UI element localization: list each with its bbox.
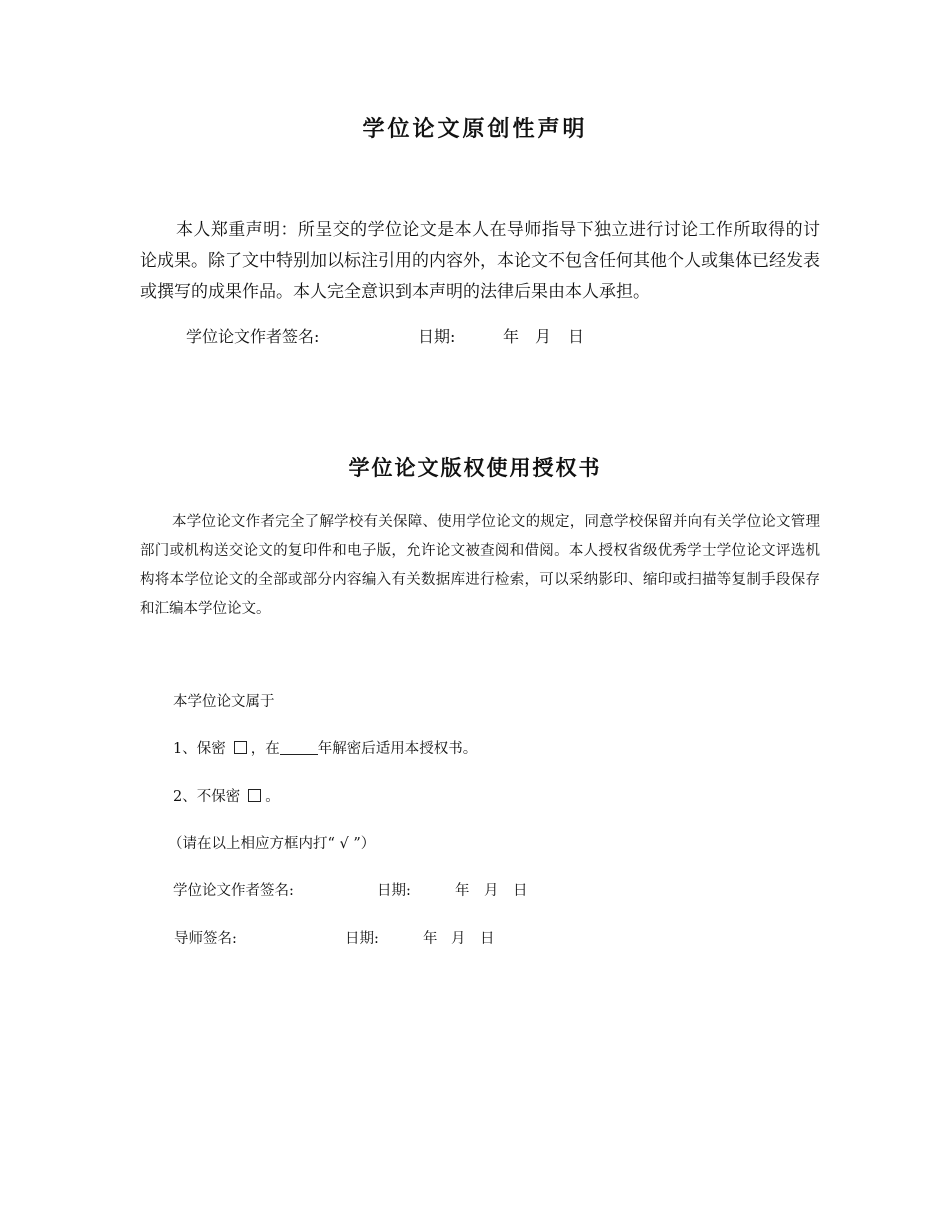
authorization-author-sign-label: 学位论文作者签名: xyxy=(173,883,294,899)
declassify-year-blank[interactable] xyxy=(280,740,318,755)
declaration-author-sign-label: 学位论文作者签名: xyxy=(186,327,320,346)
option-not-confidential xyxy=(173,785,280,806)
supervisor-year-label: 年 xyxy=(423,931,438,947)
thesis-belongs-label: 本学位论文属于 xyxy=(173,694,275,710)
not-confidential-checkbox[interactable] xyxy=(248,789,261,802)
checkbox-instruction-note: （请在以上相应方框内打“ √ ”） xyxy=(168,836,376,852)
option-confidential-suffix: 年解密后适用本授权书。 xyxy=(317,741,478,757)
authorization-author-year-label: 年 xyxy=(455,883,470,899)
authorization-author-date-label: 日期: xyxy=(377,883,411,899)
authorization-author-day-label: 日 xyxy=(513,883,528,899)
authorization-body: 本学位论文作者完全了解学校有关保障、使用学位论文的规定，同意学校保留并向有关学位论文管理部门或机构送交论文的复印件和电子版，允许论文被查阅和借阅。本人授权省级优秀学士学位论文评选机构将本学位论文的全部或部分内容编入有关数据库进行检索，可以采纳影印、缩印或扫描等复制手段保存和汇编本学位论文。 xyxy=(140,514,820,617)
supervisor-sign-label: 导师签名: xyxy=(174,931,237,947)
declaration-month-label: 月 xyxy=(535,327,552,346)
option-confidential-mid: ，在 xyxy=(250,741,280,757)
declaration-date-label: 日期: xyxy=(418,327,456,346)
option-confidential xyxy=(173,737,477,758)
confidential-checkbox[interactable] xyxy=(234,741,247,754)
supervisor-month-label: 月 xyxy=(451,931,466,947)
option-confidential-prefix: 1、保密 xyxy=(173,741,226,757)
authorization-title: 学位论文版权使用授权书 xyxy=(348,455,602,480)
declaration-day-label: 日 xyxy=(568,327,585,346)
option-not-confidential-suffix: 。 xyxy=(265,789,280,805)
declaration-title: 学位论文原创性声明 xyxy=(362,116,588,142)
declaration-body: 本人郑重声明：所呈交的学位论文是本人在导师指导下独立进行讨论工作所取得的讨论成果。除了文中特别加以标注引用的内容外，本论文不包含任何其他个人或集体已经发表或撰写的成果作品。本人完全意识到本声明的法律后果由本人承担。 xyxy=(140,220,820,302)
declaration-year-label: 年 xyxy=(503,327,520,346)
supervisor-day-label: 日 xyxy=(480,931,495,947)
option-not-confidential-prefix: 2、不保密 xyxy=(173,789,241,805)
authorization-author-month-label: 月 xyxy=(484,883,499,899)
supervisor-date-label: 日期: xyxy=(345,931,379,947)
